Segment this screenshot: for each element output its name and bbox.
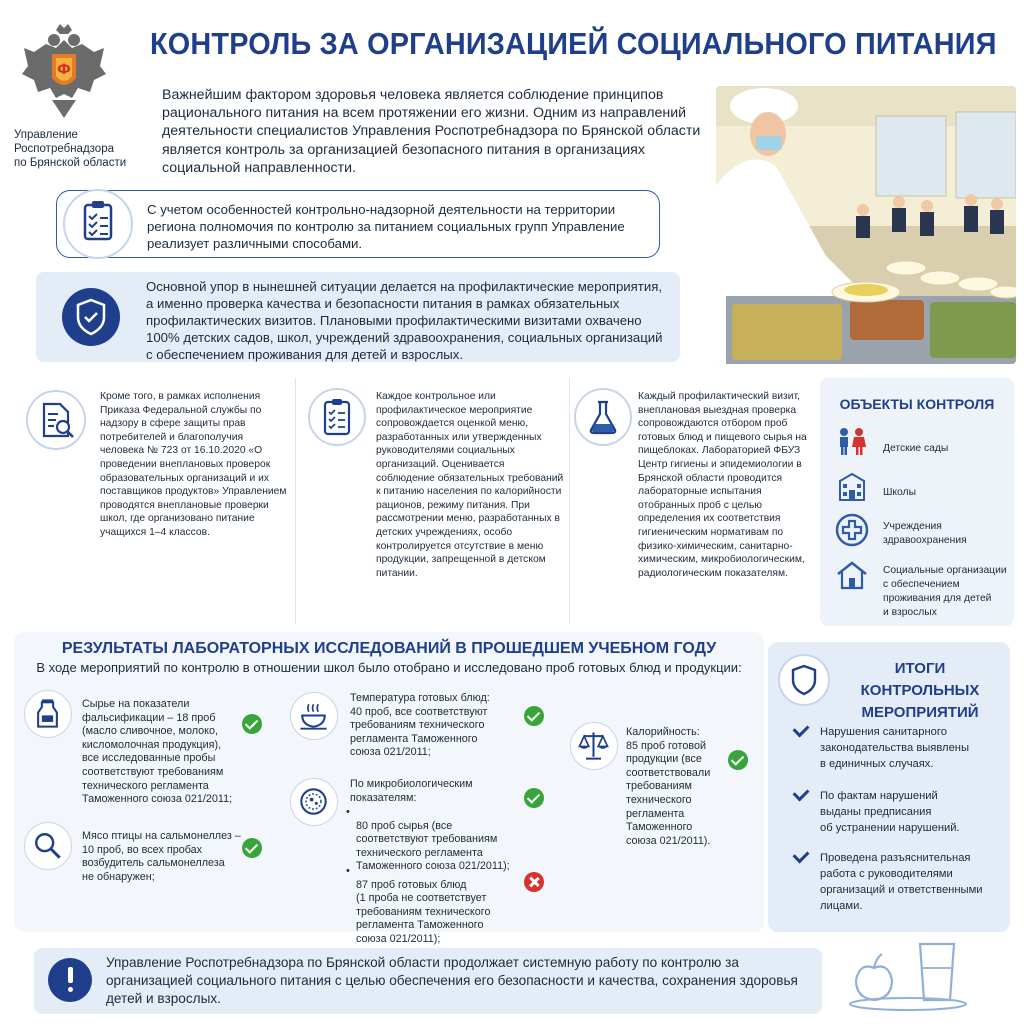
objects-title: ОБЪЕКТЫ КОНТРОЛЯ (839, 396, 995, 412)
tick-icon (793, 721, 810, 738)
column-inspections-text: Кроме того, в рамках исполнения Приказа Федеральной службы по надзору в сфере защиты прав потребителей и благополучия человека № 723 от 16.10.2020 «О проведении внеплановых проверок образовательных организаций и их поставщиков продуктов» Управлением проводятся внеплановые проверки школ, где организовано питание учащихся 1–4 классов. (100, 391, 287, 538)
objects-panel (820, 378, 1014, 626)
methods-text: С учетом особенностей контрольно-надзорной деятельности на территории региона полномочия по контролю за питанием социальных групп Управление реализует различными способами. (147, 202, 625, 251)
svg-text:Ф: Ф (57, 62, 71, 78)
hot-food-icon (290, 692, 338, 740)
column-inspections (14, 378, 296, 624)
coat-of-arms-icon (16, 22, 112, 122)
cross-icon (524, 872, 544, 892)
document-search-icon (26, 390, 86, 450)
object-label: Учреждения здравоохранения (883, 521, 967, 546)
footer-box (34, 948, 822, 1014)
result-micro-ready-value: 87 проб готовых блюд (1 проба не соответствует требованиям технического регламента Таможенного союза 021/2011); (356, 878, 491, 945)
prevention-text: Основной упор в нынешней ситуации делается на профилактические мероприятия, а именно проверка качества и безопасности питания в рамках обязательных профилактических визитов. Плановыми профилактическими визитами охвачено 100% детских садов, школ, учреждений здравоохранения, социальных организаций с обеспечением проживания для детей и взрослых. (146, 279, 663, 362)
result-temperature-text: Температура готовых блюд: 40 проб, все соответствуют требованиям технического регламента Таможенного союза 021/2011; (350, 692, 490, 759)
check-icon (242, 838, 262, 858)
house-icon (834, 560, 870, 590)
check-icon (524, 788, 544, 808)
canteen-photo (716, 86, 1016, 364)
apple-glass-icon (846, 938, 970, 1012)
result-salmonella-text: Мясо птицы на сальмонеллез – 10 проб, во всех пробах возбудитель сальмонеллеза не обнаружен; (82, 830, 241, 883)
clipboard-icon (63, 189, 133, 259)
check-icon (728, 750, 748, 770)
result-micro-raw-text: • 80 проб сырья (все соответствуют требованиям технического регламента Таможенного союза 021/2011); (346, 806, 510, 873)
magnifier-icon (24, 822, 72, 870)
checklist-icon (308, 388, 366, 446)
results-title: РЕЗУЛЬТАТЫ ЛАБОРАТОРНЫХ ИССЛЕДОВАНИЙ В ПРОШЕДШЕМ УЧЕБНОМ ГОДУ (61, 640, 717, 657)
column-lab (572, 378, 810, 624)
shield-icon (778, 654, 830, 706)
object-label: Школы (883, 487, 916, 498)
children-icon (834, 426, 870, 456)
result-micro-title: По микробиологическим показателям: (350, 778, 473, 804)
tick-icon (793, 847, 810, 864)
medical-cross-icon (834, 512, 870, 548)
flask-icon (574, 388, 632, 446)
check-icon (524, 706, 544, 726)
result-calories-text: Калорийность: 85 проб готовой продукции (все соответствовали требованиям технического регламента Таможенного союза 021/2011). (626, 726, 711, 847)
column-menu (298, 378, 570, 624)
prevention-box (36, 272, 680, 362)
result-micro-ready-text: • 87 проб готовых блюд (1 проба не соответствует требованиям технического регламента Таможенного союза 021/2011); (346, 865, 491, 945)
object-item-healthcare (834, 512, 1010, 552)
result-falsification-text: Сырье на показатели фальсификации – 18 проб (масло сливочное, молоко, кисломолочная продукция), все исследованные пробы соответствуют требованиям технического регламента Таможенного союза 021/2011; (82, 698, 233, 806)
results-subtitle: В ходе мероприятий по контролю в отношении школ было отобрано и исследовано проб готовых блюд и продукции: (36, 660, 742, 675)
exclamation-icon (48, 958, 92, 1002)
summary-item-text: Проведена разъяснительная работа с руководителями организаций и ответственными лицами. (820, 852, 983, 912)
object-item-schools (834, 472, 1010, 506)
results-section (14, 632, 764, 945)
summary-item-text: Нарушения санитарного законодательства выявлены в единичных случаях. (820, 726, 970, 770)
milk-icon (24, 690, 72, 738)
check-icon (242, 714, 262, 734)
intro-paragraph: Важнейшим фактором здоровья человека является соблюдение принципов рационального питания на всем протяжении его жизни. Одним из направлений деятельности специалистов Управления Роспотребнадзора по Брянской области является контроль за организацией безопасного питания в организациях социальной направленности. (162, 87, 701, 176)
object-item-social (834, 560, 1010, 622)
object-label: Детские сады (883, 443, 949, 454)
scales-icon (570, 722, 618, 770)
summary-item-text: По фактам нарушений выданы предписания об устранении нарушений. (820, 790, 960, 834)
page-title: КОНТРОЛЬ ЗА ОРГАНИЗАЦИЕЙ СОЦИАЛЬНОГО ПИТАНИЯ (150, 26, 997, 61)
shield-check-icon (62, 288, 120, 346)
school-icon (834, 472, 870, 502)
summary-title: ИТОГИ КОНТРОЛЬНЫХ МЕРОПРИЯТИЙ (860, 660, 980, 721)
object-item-kindergartens (834, 426, 1010, 460)
object-label: Социальные организации с обеспечением проживания для детей и взрослых (883, 565, 1007, 618)
column-lab-text: Каждый профилактический визит, внеплановая выездная проверка сопровождаются отбором проб готовых блюд и пищевого сырья на пищеблоках. Лабораторией ФБУЗ Центр гигиены и эпидемиологии в Брянской области проводится лабораторные испытания отобранных проб с целью определения их соответствия гигиеническим нормативам по физико-химическим, санитарно-химическим, микробиологическим, радиологическим показателям. (638, 391, 807, 579)
result-micro-raw-value: 80 проб сырья (все соответствуют требованиям технического регламента Таможенного союза 021/2011); (356, 819, 510, 873)
microbe-icon (290, 778, 338, 826)
footer-text: Управление Роспотребнадзора по Брянской области продолжает системную работу по контролю за организацией социального питания с целью обеспечения его безопасности и качества, сохранения здоровья детей и взрослых. (106, 955, 798, 1006)
canteen-photo-illustration (716, 86, 1016, 364)
summary-panel (768, 642, 1010, 932)
tick-icon (793, 785, 810, 802)
org-name: Управление Роспотребнадзора по Брянской области (14, 129, 127, 169)
column-menu-text: Каждое контрольное или профилактическое мероприятие сопровождается оценкой меню, разработанных или утвержденных руководителями социальных организаций. Оценивается соблюдение обязательных требований к питанию населения по калорийности рационов, режиму питания. При рассмотрении меню, разработанных в детских учреждениях, особо контролируется отсутствие в меню продукции, запрещенной в детском питании. (376, 391, 564, 579)
methods-box (56, 190, 660, 258)
